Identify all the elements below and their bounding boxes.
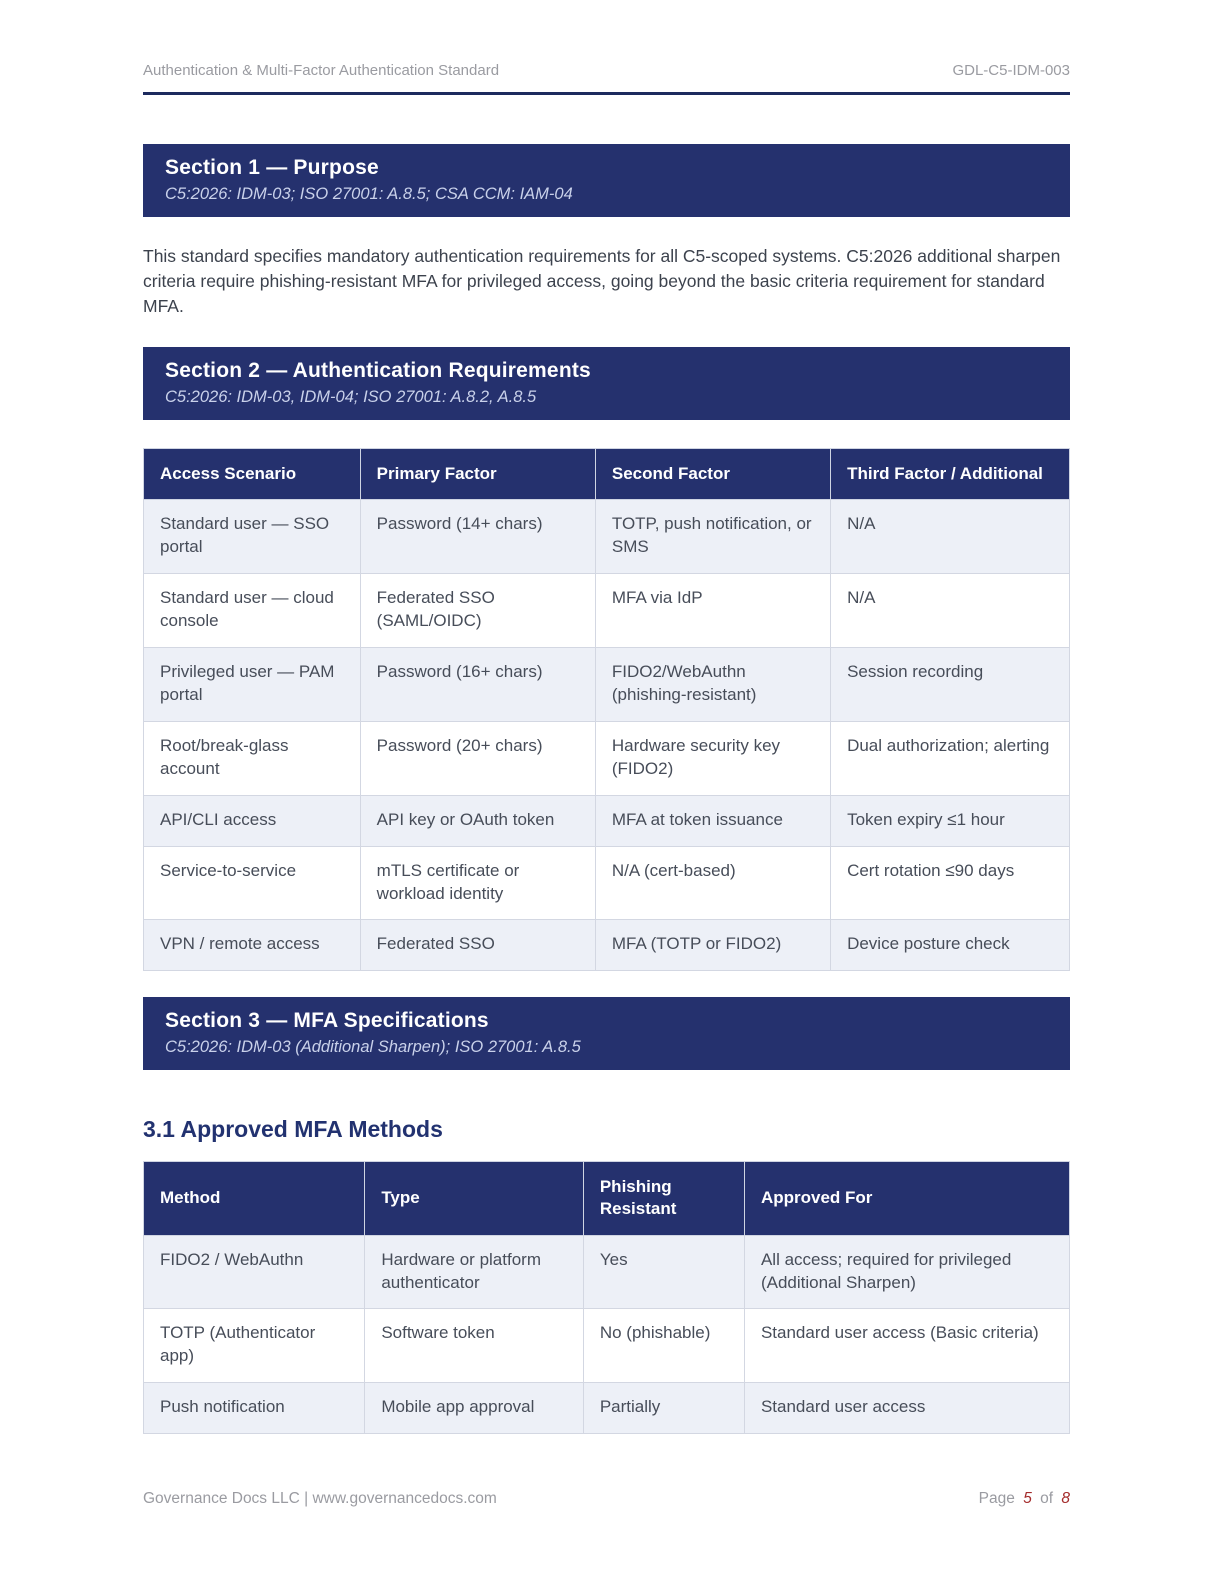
auth-col-third-factor: Third Factor / Additional xyxy=(831,449,1070,500)
table-row xyxy=(144,574,1070,648)
header-doc-title: Authentication & Multi-Factor Authentication Standard xyxy=(143,62,500,79)
table-cell: MFA (TOTP or FIDO2) xyxy=(595,920,830,971)
table-row xyxy=(144,1383,1070,1434)
footer-page-total: 8 xyxy=(1061,1490,1070,1507)
table-cell: Dual authorization; alerting xyxy=(831,721,1070,795)
table-row xyxy=(144,795,1070,846)
table-cell: Federated SSO xyxy=(360,920,595,971)
table-row xyxy=(144,1309,1070,1383)
section-3-title: Section 3 — MFA Specifications xyxy=(165,1009,489,1033)
table-cell: Privileged user — PAM portal xyxy=(144,647,361,721)
table-cell: Mobile app approval xyxy=(365,1383,584,1434)
table-row xyxy=(144,721,1070,795)
table-cell: TOTP, push notification, or SMS xyxy=(595,500,830,574)
auth-col-second-factor: Second Factor xyxy=(595,449,830,500)
table-cell: Standard user — cloud console xyxy=(144,574,361,648)
table-cell: Token expiry ≤1 hour xyxy=(831,795,1070,846)
table-cell: Device posture check xyxy=(831,920,1070,971)
table-cell: N/A xyxy=(831,574,1070,648)
table-cell: Password (16+ chars) xyxy=(360,647,595,721)
table-cell: Federated SSO (SAML/OIDC) xyxy=(360,574,595,648)
mfa-methods-table xyxy=(143,1161,1070,1434)
mfa-col-approved-for: Approved For xyxy=(744,1162,1069,1235)
table-cell: Password (20+ chars) xyxy=(360,721,595,795)
table-cell: MFA at token issuance xyxy=(595,795,830,846)
mfa-col-phishing-resistant: Phishing Resistant xyxy=(583,1162,744,1235)
section-2-title: Section 2 — Authentication Requirements xyxy=(165,359,591,383)
mfa-col-type: Type xyxy=(365,1162,584,1235)
table-cell: Partially xyxy=(583,1383,744,1434)
footer-company-line: Governance Docs LLC | www.governancedocs.com xyxy=(143,1490,497,1507)
table-cell: Service-to-service xyxy=(144,846,361,920)
auth-col-primary-factor: Primary Factor xyxy=(360,449,595,500)
running-footer xyxy=(143,1490,1070,1508)
table-cell: API key or OAuth token xyxy=(360,795,595,846)
table-cell: Root/break-glass account xyxy=(144,721,361,795)
table-cell: VPN / remote access xyxy=(144,920,361,971)
section-1-banner xyxy=(143,144,1070,217)
auth-col-access-scenario: Access Scenario xyxy=(144,449,361,500)
table-row xyxy=(144,920,1070,971)
table-cell: Standard user access (Basic criteria) xyxy=(744,1309,1069,1383)
table-cell: FIDO2/WebAuthn (phishing-resistant) xyxy=(595,647,830,721)
table-row xyxy=(144,1235,1070,1309)
subsection-3-1-title: 3.1 Approved MFA Methods xyxy=(143,1116,443,1143)
auth-table-header-row xyxy=(144,449,1070,500)
section-3-subtitle: C5:2026: IDM-03 (Additional Sharpen); ISO 27001: A.8.5 xyxy=(165,1038,581,1057)
table-cell: Cert rotation ≤90 days xyxy=(831,846,1070,920)
table-cell: MFA via IdP xyxy=(595,574,830,648)
footer-page-indicator xyxy=(979,1490,1070,1508)
footer-page-label: Page xyxy=(978,1490,1015,1507)
section-1-subtitle: C5:2026: IDM-03; ISO 27001: A.8.5; CSA CCM: IAM-04 xyxy=(165,185,573,203)
table-cell: Standard user — SSO portal xyxy=(144,500,361,574)
purpose-paragraph: This standard specifies mandatory authentication requirements for all C5-scoped systems. C5:2026 additional sharpen criteria require phishing-resistant MFA for privileged access, going beyond the basic criteria requirement for standard MFA. xyxy=(143,246,1061,317)
table-cell: Hardware security key (FIDO2) xyxy=(595,721,830,795)
section-2-banner xyxy=(143,347,1070,420)
auth-requirements-table xyxy=(143,448,1070,971)
mfa-col-method: Method xyxy=(144,1162,365,1235)
footer-page-current: 5 xyxy=(1023,1490,1032,1507)
table-cell: N/A (cert-based) xyxy=(595,846,830,920)
table-cell: Software token xyxy=(365,1309,584,1383)
table-cell: mTLS certificate or workload identity xyxy=(360,846,595,920)
running-header xyxy=(143,62,1070,95)
section-1-title: Section 1 — Purpose xyxy=(165,156,379,179)
table-cell: Hardware or platform authenticator xyxy=(365,1235,584,1309)
table-cell: No (phishable) xyxy=(583,1309,744,1383)
table-row xyxy=(144,846,1070,920)
table-cell: TOTP (Authenticator app) xyxy=(144,1309,365,1383)
header-doc-id: GDL-C5-IDM-003 xyxy=(952,62,1070,79)
table-cell: Session recording xyxy=(831,647,1070,721)
table-row xyxy=(144,500,1070,574)
table-cell: N/A xyxy=(831,500,1070,574)
table-cell: Yes xyxy=(583,1235,744,1309)
footer-page-of: of xyxy=(1040,1490,1054,1507)
mfa-table-header-row xyxy=(144,1162,1070,1235)
table-cell: Password (14+ chars) xyxy=(360,500,595,574)
table-row xyxy=(144,647,1070,721)
section-3-banner xyxy=(143,997,1070,1070)
table-cell: API/CLI access xyxy=(144,795,361,846)
table-cell: Standard user access xyxy=(744,1383,1069,1434)
table-cell: All access; required for privileged (Additional Sharpen) xyxy=(744,1235,1069,1309)
table-cell: Push notification xyxy=(144,1383,365,1434)
table-cell: FIDO2 / WebAuthn xyxy=(144,1235,365,1309)
section-2-subtitle: C5:2026: IDM-03, IDM-04; ISO 27001: A.8.2, A.8.5 xyxy=(165,388,537,407)
